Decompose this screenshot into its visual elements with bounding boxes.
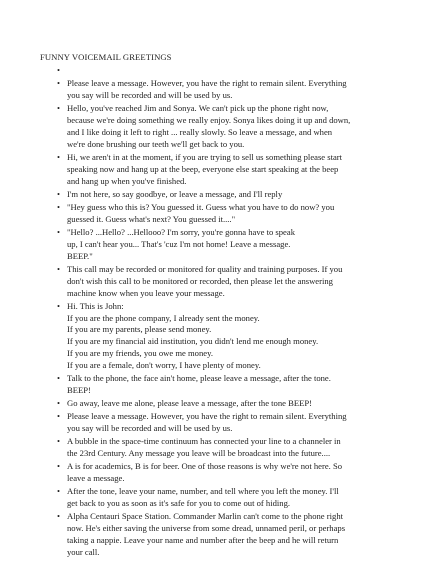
greeting-text-line: Please leave a message. However, you have the right to remain silent. Everything <box>67 411 347 422</box>
bullet-icon: • <box>57 373 61 384</box>
bullet-icon: • <box>57 398 61 409</box>
greeting-item <box>40 264 400 300</box>
greeting-text-line: A bubble in the space-time continuum has connected your line to a channeler in <box>67 436 341 447</box>
bullet-icon: • <box>57 226 61 237</box>
greeting-item <box>40 411 400 435</box>
greeting-item <box>40 152 400 188</box>
greeting-text-line: "Hey guess who this is? You guessed it. Guess what you have to do now? you <box>67 201 335 212</box>
bullet-icon: • <box>57 511 61 522</box>
bullet-icon: • <box>57 188 61 199</box>
greeting-text-line: get back to you as soon as it's safe for you to come out of hiding. <box>67 498 291 509</box>
greeting-text-line: you say will be recorded and will be used by us. <box>67 423 233 434</box>
greeting-list <box>40 65 400 559</box>
greeting-text-line: After the tone, leave your name, number, and tell where you left the money. I'll <box>67 486 339 497</box>
bullet-icon: • <box>57 411 61 422</box>
greeting-item <box>40 65 400 77</box>
greeting-text-line: If you are my friends, you owe me money. <box>67 348 213 359</box>
greeting-text-line: If you are a female, don't worry, I have plenty of money. <box>67 360 261 371</box>
bullet-icon: • <box>57 64 61 75</box>
bullet-icon: • <box>57 78 61 88</box>
greeting-text-line: up, I can't hear you... That's 'cuz I'm not home! Leave a message. <box>67 238 291 249</box>
greeting-item <box>40 103 400 151</box>
greeting-item <box>40 227 400 263</box>
bullet-icon: • <box>57 461 61 472</box>
greeting-item <box>40 486 400 510</box>
greeting-text-line: Hi, we aren't in at the moment, if you are trying to sell us something please start <box>67 151 343 162</box>
greeting-text-line: and hang up when you've finished. <box>67 175 187 186</box>
bullet-icon: • <box>57 263 61 274</box>
greeting-item <box>40 511 400 559</box>
document-title: FUNNY VOICEMAIL GREETINGS <box>40 52 172 62</box>
greeting-text-line: If you are my parents, please send money. <box>67 324 212 335</box>
greeting-text-line: and I like doing it left to right ... really slowly. So leave a message, and when <box>67 126 333 137</box>
bullet-icon: • <box>57 436 61 447</box>
greeting-text-line: taking a nappie. Leave your name and number after the beep and he will return <box>67 535 339 546</box>
greeting-item <box>40 189 400 201</box>
greeting-text-line: Hello, you've reached Jim and Sonya. We can't pick up the phone right now, <box>67 103 329 113</box>
greeting-text-line: machine know when you leave your message. <box>67 287 225 298</box>
greeting-text-line: BEEP! <box>67 385 91 396</box>
greeting-text-line: "Hello? ...Hello? ...Hellooo? I'm sorry, you're gonna have to speak <box>67 226 295 237</box>
greeting-text-line: Alpha Centauri Space Station. Commander Marlin can't come to the phone right <box>67 511 344 522</box>
bullet-icon: • <box>57 103 61 113</box>
greeting-text-line: because we're doing something we really enjoy. Sonya likes doing it up and down, <box>67 114 351 125</box>
greeting-text-line: A is for academics, B is for beer. One of those reasons is why we're not here. So <box>67 461 343 472</box>
greeting-text-line: Talk to the phone, the face ain't home, please leave a message, after the tone. <box>67 373 331 384</box>
greeting-text-line: If you are my financial aid institution, you didn't lend me enough money. <box>67 336 319 347</box>
bullet-icon: • <box>57 486 61 497</box>
greeting-text-line: the 23rd Century. Any message you leave will be broadcast into the future.... <box>67 448 331 459</box>
greeting-item <box>40 202 400 226</box>
greeting-item <box>40 373 400 397</box>
greeting-text-line: BEEP." <box>67 250 93 261</box>
greeting-item <box>40 78 400 102</box>
greeting-text-line: If you are the phone company, I already sent the money. <box>67 312 260 323</box>
greeting-item <box>40 461 400 485</box>
greeting-text-line: you say will be recorded and will be used by us. <box>67 89 233 100</box>
greeting-text-line: don't wish this call to be monitored or recorded, then please let the answering <box>67 275 333 286</box>
greeting-item <box>40 436 400 460</box>
greeting-text-line: guessed it. Guess what's next? You guessed it...." <box>67 213 236 224</box>
greeting-text-line: leave a message. <box>67 473 125 484</box>
greeting-text-line: Please leave a message. However, you have the right to remain silent. Everything <box>67 78 347 88</box>
greeting-item <box>40 301 400 372</box>
greeting-text-line: your call. <box>67 547 100 558</box>
bullet-icon: • <box>57 201 61 212</box>
greeting-text-line: speaking now and hang up at the beep, everyone else start speaking at the beep <box>67 163 339 174</box>
greeting-text-line: Hi. This is John: <box>67 300 124 311</box>
bullet-icon: • <box>57 151 61 162</box>
bullet-icon: • <box>57 300 61 311</box>
greeting-text-line: we're done brushing our teeth we'll get back to you. <box>67 138 245 149</box>
greeting-text-line: This call may be recorded or monitored for quality and training purposes. If you <box>67 263 343 274</box>
greeting-text-line: now. He's either saving the universe from some dread, unnamed peril, or perhaps <box>67 523 346 534</box>
greeting-text-line: Go away, leave me alone, please leave a message, after the tone BEEP! <box>67 398 312 409</box>
greeting-text-line <box>67 65 400 77</box>
greeting-text-line: I'm not here, so say goodbye, or leave a message, and I'll reply <box>67 188 283 199</box>
greeting-item <box>40 398 400 410</box>
